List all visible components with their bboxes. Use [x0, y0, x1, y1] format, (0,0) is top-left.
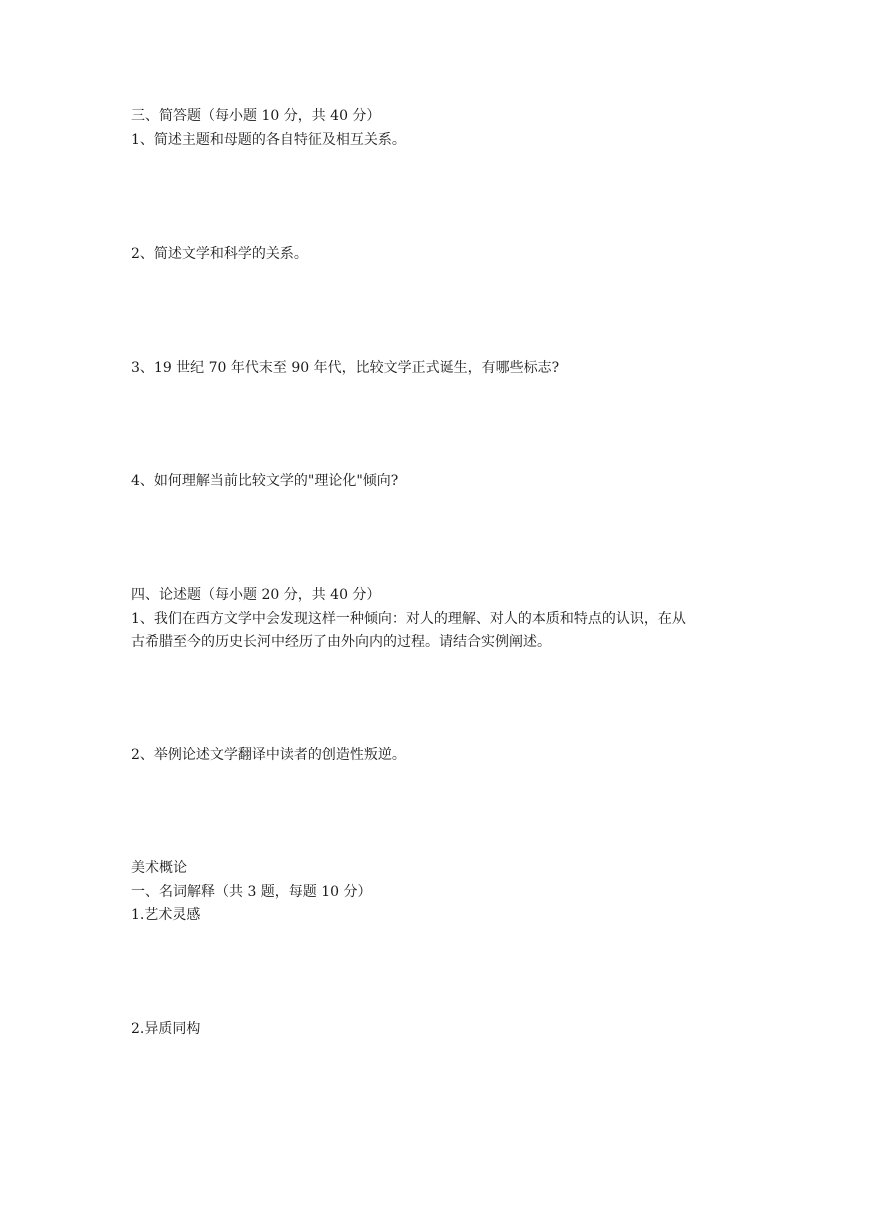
- section-3-question-3: 3、19 世纪 70 年代末至 90 年代，比较文学正式诞生，有哪些标志?: [131, 360, 560, 376]
- section-4-question-1-line-2: 古希腊至今的历史长河中经历了由外向内的过程。请结合实例阐述。: [131, 634, 551, 650]
- art-section-title: 美术概论: [131, 860, 187, 876]
- section-4-question-2: 2、举例论述文学翻译中读者的创造性叛逆。: [131, 747, 406, 763]
- section-3-question-2: 2、简述文学和科学的关系。: [131, 246, 308, 262]
- art-question-1: 1.艺术灵感: [131, 907, 201, 923]
- section-3-question-1: 1、简述主题和母题的各自特征及相互关系。: [131, 132, 406, 148]
- section-4-heading: 四、论述题（每小题 20 分，共 40 分）: [131, 587, 381, 603]
- art-question-2: 2.异质同构: [131, 1021, 201, 1037]
- section-3-heading: 三、简答题（每小题 10 分，共 40 分）: [131, 108, 381, 124]
- section-3-question-4: 4、如何理解当前比较文学的"理论化"倾向?: [131, 473, 399, 489]
- section-4-question-1-line-1: 1、我们在西方文学中会发现这样一种倾向：对人的理解、对人的本质和特点的认识，在从: [131, 611, 686, 627]
- art-section-1-heading: 一、名词解释（共 3 题，每题 10 分）: [131, 884, 372, 900]
